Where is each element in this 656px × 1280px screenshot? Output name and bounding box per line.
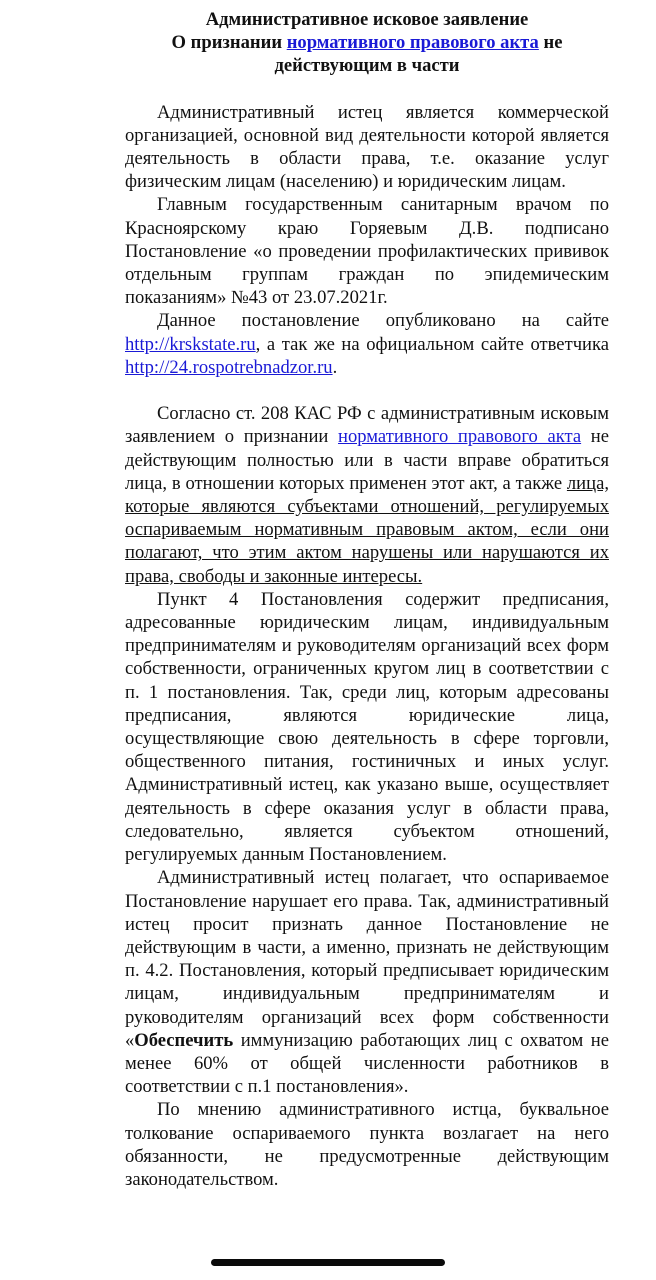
kas-underlined-text: лица, которые являются субъектами отношений, регулируемых оспариваемым нормативным правовым актом, если они полагают, что этим актом нарушены или нарушаются их права, свободы и законные интересы.	[125, 472, 609, 587]
normative-act-link-body[interactable]: нормативного правового акта	[338, 426, 582, 448]
publication-text-3: .	[332, 356, 338, 378]
paragraph-resolution-signed: Главным государственным санитарным врачом по Красноярскому краю Горяевым Д.В. подписано Постановление «о проведении профилактических прививок отдельным группам граждан по эпидемическим показаниям» №43 от 23.07.2021г.	[125, 194, 609, 309]
paragraph-plaintiff-claim	[125, 866, 609, 1098]
document-subtitle	[125, 31, 609, 54]
kas-text-1: Согласно ст. 208 КАС РФ с административным исковым заявлением о признании	[125, 403, 609, 448]
paragraph-plaintiff-opinion: По мнению административного истца, буквальное толкование оспариваемого пункта возлагает на него обязанности, не предусмотренные действующим законодательством.	[125, 1099, 609, 1190]
krskstate-link[interactable]: http://krskstate.ru	[125, 333, 256, 355]
claim-text-1: Административный истец полагает, что оспариваемое Постановление нарушает его права. Так, административный истец просит признать данное Постановление не действующим в части, а именно, признать не действующим п. 4.2. Постановления, который предписывает юридическим лицам, индивидуальным предпринимателям и руководителям организаций всех форм собственности «	[125, 867, 609, 1051]
publication-text-1: Данное постановление опубликовано на сайте	[157, 310, 609, 332]
paragraph-kas-article	[125, 402, 609, 588]
paragraph-point-4: Пункт 4 Постановления содержит предписания, адресованные юридическим лицам, индивидуальным предпринимателям и руководителям организаций всех форм собственности, ограниченных кругом лиц в соответствии с п. 1 постановления. Так, среди лиц, которым адресованы предписания, являются юридические лица, осуществляющие свою деятельность в сфере торговли, общественного питания, гостиничных и иных услуг. Административный истец, как указано выше, осуществляет деятельность в сфере оказания услуг в области права, следовательно, является субъектом отношений, регулируемых данным Постановлением.	[125, 588, 609, 866]
publication-text-2: , а так же на официальном сайте ответчика	[255, 333, 609, 355]
normative-act-link-title[interactable]: нормативного правового акта	[286, 32, 539, 54]
paragraph-gap	[125, 379, 609, 402]
document-header	[125, 8, 609, 78]
subtitle-suffix: не	[538, 32, 563, 54]
rospotrebnadzor-link[interactable]: http://24.rospotrebnadzor.ru	[125, 356, 333, 378]
document-subtitle-line3: действующим в части	[274, 55, 460, 77]
subtitle-prefix: О признании	[171, 32, 287, 54]
document-title: Административное исковое заявление	[205, 9, 529, 30]
paragraph-plaintiff-description: Административный истец является коммерческой организацией, основной вид деятельности которой является деятельность в области права, т.е. оказание услуг физическим лицам (населению) и юридическим лицам.	[125, 101, 609, 193]
claim-bold-word: Обеспечить	[134, 1029, 234, 1051]
home-indicator-bar[interactable]	[211, 1259, 445, 1266]
document-page	[125, 8, 609, 1191]
kas-text-2: не действующим полностью или в части вправе обратиться лица, в отношении которых применен этот акт, а также	[125, 426, 609, 494]
paragraph-publication	[125, 309, 609, 379]
claim-text-2: иммунизацию работающих лиц с охватом не менее 60% от общей численности работников в соответствии с п.1 постановления».	[125, 1029, 609, 1098]
